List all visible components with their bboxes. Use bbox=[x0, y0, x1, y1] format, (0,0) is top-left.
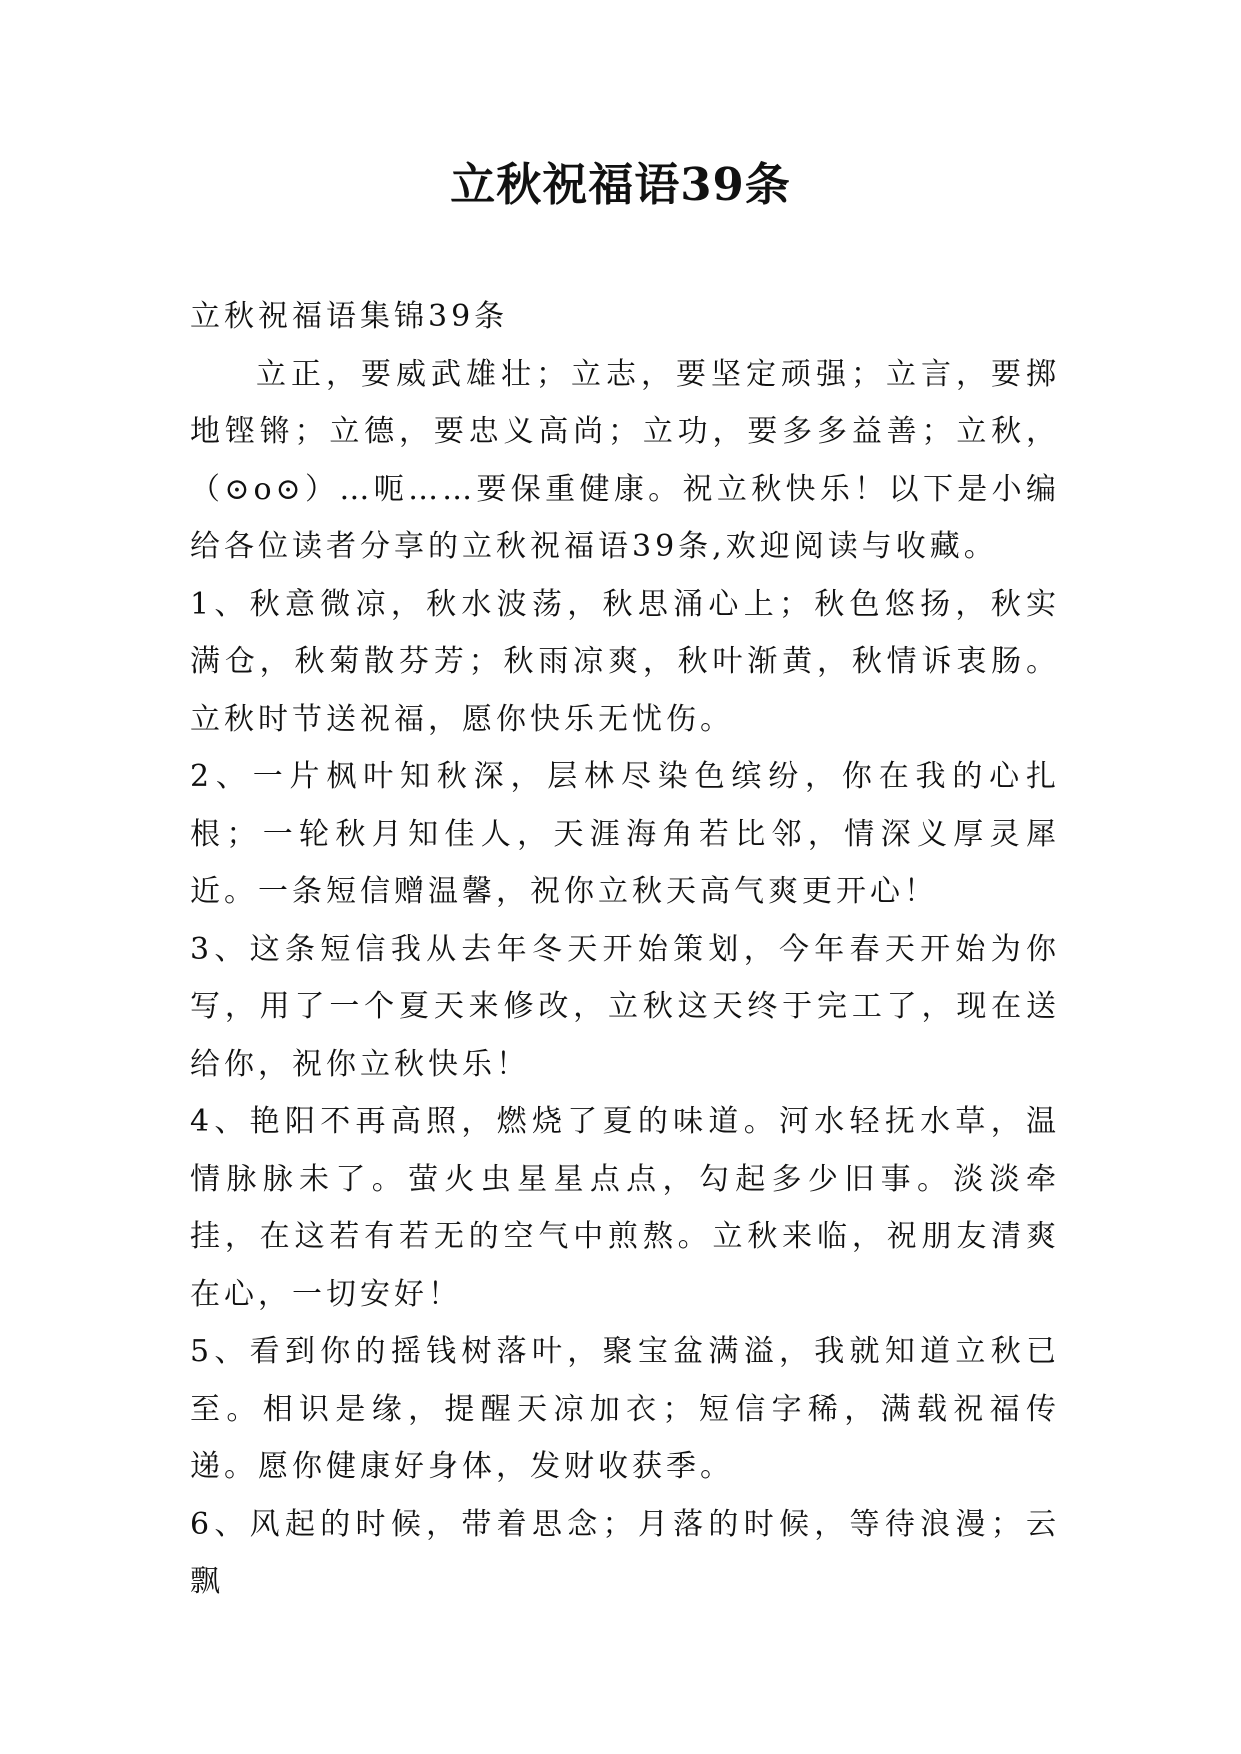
list-item: 6、风起的时候，带着思念；月落的时候，等待浪漫；云飘 bbox=[190, 1506, 1060, 1599]
document-body bbox=[190, 288, 1060, 1611]
list-item: 5、看到你的摇钱树落叶，聚宝盆满溢，我就知道立秋已至。相识是缘，提醒天凉加衣；短信字稀，满载祝福传递。愿你健康好身体，发财收获季。 bbox=[190, 1334, 1060, 1484]
intro-paragraph: 立正，要威武雄壮；立志，要坚定顽强；立言，要掷地铿锵；立德，要忠义高尚；立功，要多多益善；立秋，（⊙o⊙）…呃……要保重健康。祝立秋快乐！以下是小编给各位读者分享的立秋祝福语39条,欢迎阅读与收藏。 bbox=[190, 356, 1060, 564]
list-item: 1、秋意微凉，秋水波荡，秋思涌心上；秋色悠扬，秋实满仓，秋菊散芬芳；秋雨凉爽，秋叶渐黄，秋情诉衷肠。立秋时节送祝福，愿你快乐无忧伤。 bbox=[190, 586, 1060, 737]
list-item: 3、这条短信我从去年冬天开始策划，今年春天开始为你写，用了一个夏天来修改，立秋这天终于完工了，现在送给你，祝你立秋快乐！ bbox=[190, 931, 1060, 1082]
list-item: 2、一片枫叶知秋深，层林尽染色缤纷，你在我的心扎根；一轮秋月知佳人，天涯海角若比邻，情深义厚灵犀近。一条短信赠温馨，祝你立秋天高气爽更开心！ bbox=[190, 759, 1060, 909]
document-title: 立秋祝福语39条 bbox=[450, 158, 791, 211]
list-item: 4、艳阳不再高照，燃烧了夏的味道。河水轻抚水草，温情脉脉未了。萤火虫星星点点，勾起多少旧事。淡淡牵挂，在这若有若无的空气中煎熬。立秋来临，祝朋友清爽在心，一切安好！ bbox=[190, 1104, 1060, 1312]
document-subtitle: 立秋祝福语集锦39条 bbox=[190, 299, 509, 334]
